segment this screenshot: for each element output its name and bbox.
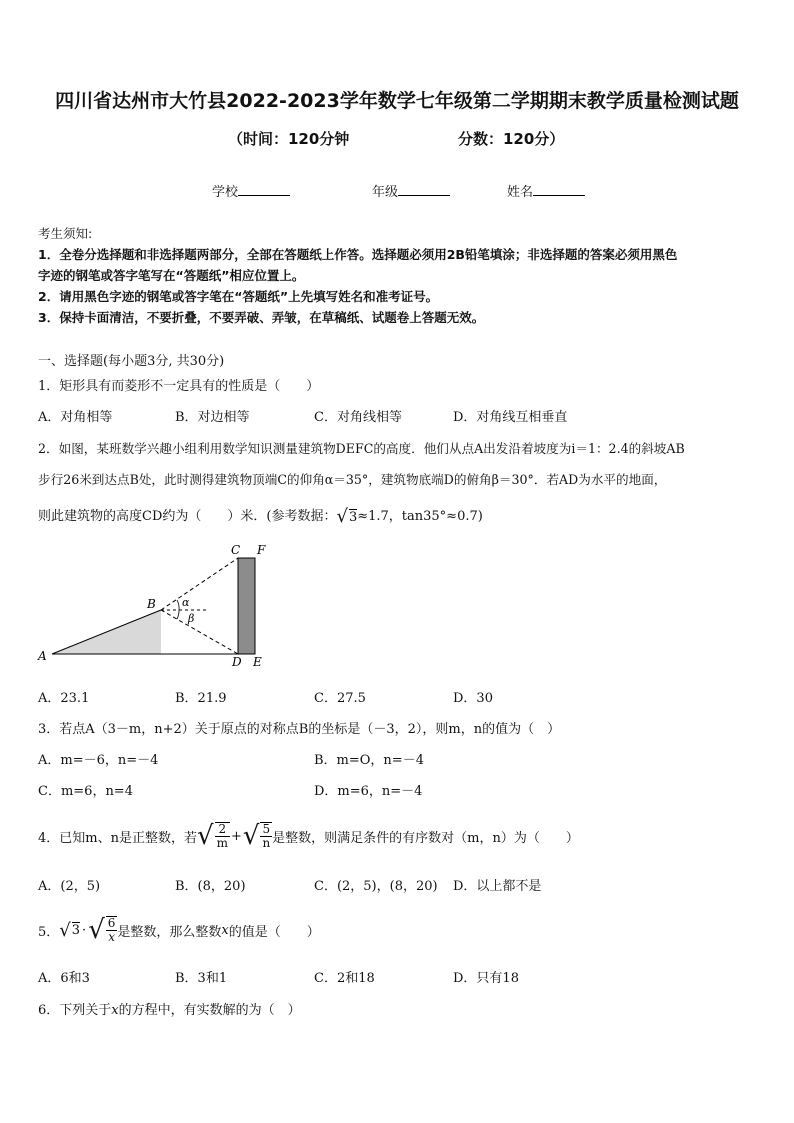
q2-option-d: D．30 xyxy=(453,691,493,706)
label-c: C xyxy=(231,543,241,557)
q5-text-post2: 的值是（ ） xyxy=(228,924,320,940)
q5-option-c: C．2和18 xyxy=(314,971,375,986)
note-line: 字迹的钢笔或答字笔写在“答题纸”相应位置上。 xyxy=(38,268,305,283)
name-field xyxy=(507,181,585,200)
alpha-arc xyxy=(177,600,179,610)
label-b: B xyxy=(147,597,156,611)
label-e: E xyxy=(253,655,262,669)
q5-variable: x xyxy=(221,922,229,938)
q5-text-post: 是整数，那么整数 xyxy=(117,924,222,940)
plus-sign: + xyxy=(230,828,242,844)
grade-field xyxy=(372,181,450,200)
q2-option-b: B．21.9 xyxy=(175,691,227,706)
sqrt-radicand: 3 xyxy=(348,509,358,525)
name-label: 姓名 xyxy=(507,185,534,200)
q2-text-a: 则此建筑物的高度CD约为（ ）米．(参考数据： xyxy=(38,509,337,524)
q4-text-pre: 4．已知m、n是正整数，若 xyxy=(38,830,197,846)
q3-option-a: A．m=－6，n=－4 xyxy=(38,753,159,768)
q5-option-d: D．只有18 xyxy=(453,971,519,986)
dot-operator: · xyxy=(82,922,87,938)
sqrt-sign: √ xyxy=(196,821,214,851)
question-4 xyxy=(38,816,579,856)
note-line: 1．全卷分选择题和非选择题两部分，全部在答题纸上作答。选择题必须用2B铅笔填涂；非选择题的答案必须用黑色 xyxy=(38,247,678,262)
note-line: 3．保持卡面清洁，不要折叠，不要弄破、弄皱，在草稿纸、试题卷上答题无效。 xyxy=(38,310,485,325)
label-a: A xyxy=(38,649,47,663)
q3-option-c: C．m=6，n=4 xyxy=(38,784,133,799)
name-blank xyxy=(533,183,585,196)
note-line: 2．请用黑色字迹的钢笔或答字笔在“答题纸”上先填写姓名和准考证号。 xyxy=(38,289,439,304)
q6-text-pre: 6．下列关于 xyxy=(38,1003,112,1018)
q1-option-a: A．对角相等 xyxy=(38,410,113,425)
q5-radicand-1: 3 xyxy=(71,923,81,938)
q6-text-post: 的方程中，有实数解的为（ ） xyxy=(118,1003,301,1018)
label-d: D xyxy=(232,655,242,669)
exam-score: 分数：120分） xyxy=(458,130,565,148)
question-1: 1．矩形具有而菱形不一定具有的性质是（ ） xyxy=(38,379,320,394)
numerator: 6 xyxy=(107,916,116,930)
q5-text-pre: 5． xyxy=(38,924,60,940)
denominator: x xyxy=(108,930,115,944)
school-blank xyxy=(238,183,290,196)
q4-fraction-1 xyxy=(215,823,230,850)
q4-option-b: B．(8，20) xyxy=(175,879,246,894)
label-f: F xyxy=(257,543,266,557)
q2-option-a: A．23.1 xyxy=(38,691,90,706)
question-5 xyxy=(38,910,320,950)
question-3: 3．若点A（3－m，n+2）关于原点的对称点B的坐标是（－3，2），则m，n的值为（ ） xyxy=(38,722,561,737)
q1-option-c: C．对角线相等 xyxy=(314,410,402,425)
q5-option-b: B．3和1 xyxy=(175,971,228,986)
sqrt-sign: √ xyxy=(59,919,71,941)
school-field xyxy=(212,181,290,200)
notes-heading: 考生须知: xyxy=(38,226,93,241)
q4-option-a: A．(2，5) xyxy=(38,879,101,894)
section-heading: 一、选择题(每小题3分, 共30分) xyxy=(38,354,225,369)
q2-figure xyxy=(30,538,280,673)
q1-option-b: B．对边相等 xyxy=(175,410,250,425)
sight-line-to-d xyxy=(161,610,238,654)
page-title: 四川省达州市大竹县2022-2023学年数学七年级第二学期期末教学质量检测试题 xyxy=(55,90,739,112)
beta-arc xyxy=(177,610,179,619)
question-2-line-1: 2．如图，某班数学兴趣小组利用数学知识测量建筑物DEFC的高度．他们从点A出发沿着坡度为i＝1：2.4的斜坡AB xyxy=(38,441,685,456)
label-alpha: α xyxy=(182,596,190,609)
sqrt-sign: √ xyxy=(242,821,260,851)
sqrt-sign: √ xyxy=(88,915,105,945)
denominator: m xyxy=(216,836,228,850)
q5-radical-2 xyxy=(106,916,118,944)
numerator: 2 xyxy=(215,823,230,837)
school-label: 学校 xyxy=(212,185,239,200)
q4-radical-1 xyxy=(215,822,230,850)
q3-option-b: B．m=O，n=－4 xyxy=(314,753,424,768)
q4-option-d: D．以上都不是 xyxy=(453,879,542,894)
q1-option-d: D．对角线互相垂直 xyxy=(453,410,568,425)
q4-radical-2 xyxy=(260,822,272,850)
grade-blank xyxy=(398,183,450,196)
q4-text-post: 是整数，则满足条件的有序数对（m，n）为（ ） xyxy=(272,830,579,846)
q4-fraction-2 xyxy=(260,823,272,850)
q5-option-a: A．6和3 xyxy=(38,971,90,986)
q5-fraction xyxy=(106,917,118,944)
numerator: 5 xyxy=(260,823,272,837)
sight-line-to-c xyxy=(161,558,238,610)
q2-option-c: C．27.5 xyxy=(314,691,366,706)
q3-option-d: D．m=6，n=－4 xyxy=(314,784,423,799)
denominator: n xyxy=(262,836,271,850)
q4-option-c: C．(2，5)，(8，20) xyxy=(314,879,438,894)
building xyxy=(238,558,255,654)
q2-text-b: ≈1.7，tan35°≈0.7) xyxy=(357,509,483,524)
question-2-line-2: 步行26米到达点B处，此时测得建筑物顶端C的仰角α＝35°，建筑物底端D的俯角β＝30°．若AD为水平的地面， xyxy=(38,472,667,487)
q6-variable: x xyxy=(111,1003,119,1018)
exam-time: （时间：120分钟 xyxy=(228,130,350,148)
label-beta: β xyxy=(188,612,195,625)
question-6 xyxy=(38,999,301,1018)
sqrt-sign: √ xyxy=(336,506,348,527)
grade-label: 年级 xyxy=(372,185,399,200)
question-2-line-3 xyxy=(38,505,483,527)
